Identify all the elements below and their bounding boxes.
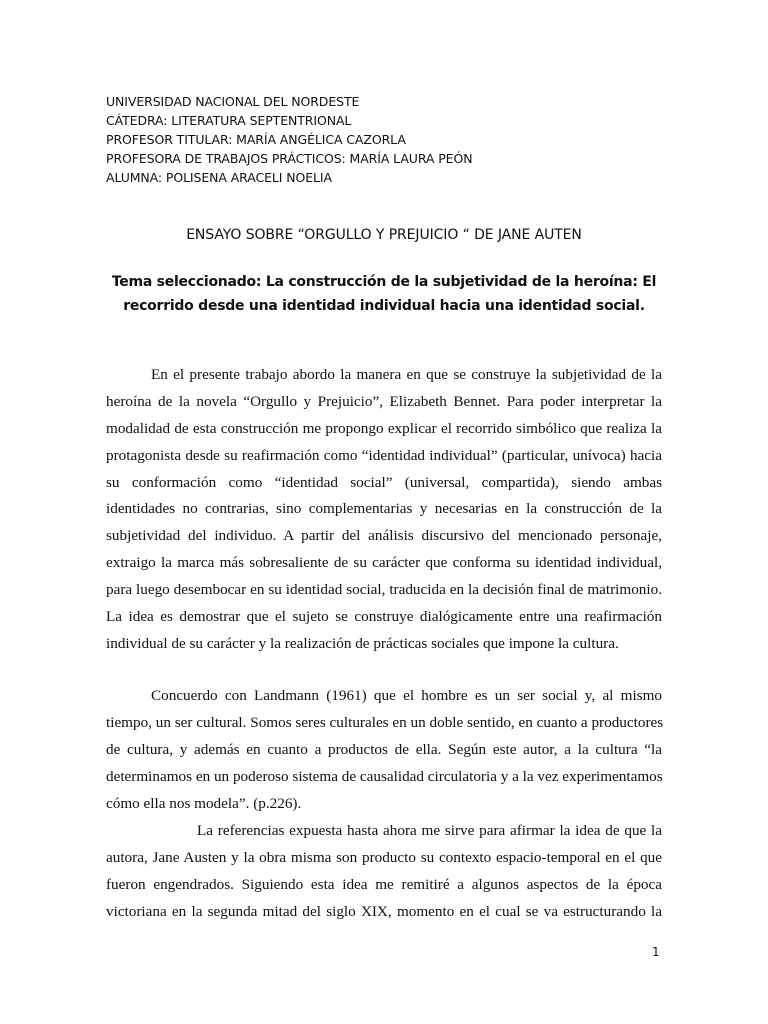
paragraph-line: modalidad de esta construcción me propongo explicar el recorrido simbólico que realiza la xyxy=(106,420,662,437)
paragraph-line: Concuerdo con Landmann (1961) que el hombre es un ser social y, al mismo xyxy=(151,687,662,704)
paragraph-line: autora, Jane Austen y la obra misma son producto su contexto espacio-temporal en el que xyxy=(106,849,662,866)
paragraph-line: fueron engendrados. Siguiendo esta idea me remitiré a algunos aspectos de la época xyxy=(106,876,662,893)
header-university: UNIVERSIDAD NACIONAL DEL NORDESTE xyxy=(106,94,360,109)
paragraph-line: identidades no contrarias, sino complementarias y necesarias en la construcción de la xyxy=(106,500,662,517)
topic-line: Tema seleccionado: La construcción de la subjetividad de la heroína: El xyxy=(111,274,657,290)
paragraph-line: tiempo, un ser cultural. Somos seres culturales en un doble sentido, en cuanto a productores xyxy=(106,714,664,731)
paragraph-line: heroína de la novela “Orgullo y Prejuicio”, Elizabeth Bennet. Para poder interpretar la xyxy=(106,393,662,410)
header-chair: CÁTEDRA: LITERATURA SEPTENTRIONAL xyxy=(106,113,352,128)
essay-topic xyxy=(106,270,662,318)
topic-line: recorrido desde una identidad individual hacia una identidad social. xyxy=(123,298,645,314)
paragraph-line: determinamos en un poderoso sistema de causalidad circulatoria y a la vez experimentamos xyxy=(106,768,663,785)
paragraph-line: su conformación como “identidad social” (universal, compartida), siendo ambas xyxy=(106,474,662,491)
document-header xyxy=(106,92,472,187)
page-number: 1 xyxy=(652,945,660,959)
header-student: ALUMNA: POLISENA ARACELI NOELIA xyxy=(106,170,332,185)
paragraph-line: protagonista desde su reafirmación como “identidad individual” (particular, unívoca) hacia xyxy=(106,447,662,464)
paragraph-line: La referencias expuesta hasta ahora me sirve para afirmar la idea de que la xyxy=(197,822,662,839)
paragraph-line: La idea es demostrar que el sujeto se construye dialógicamente entre una reafirmación xyxy=(106,608,662,625)
essay-title: ENSAYO SOBRE “ORGULLO Y PREJUICIO “ DE JANE AUTEN xyxy=(186,227,582,243)
header-practice-professor: PROFESORA DE TRABAJOS PRÁCTICOS: MARÍA LAURA PEÓN xyxy=(106,151,473,166)
paragraph-line: extraigo la marca más sobresaliente de su carácter que conforma su identidad individual, xyxy=(106,554,662,571)
paragraph-line: subjetividad del individuo. A partir del análisis discursivo del mencionado personaje, xyxy=(106,527,662,544)
paragraph-line: victoriana en la segunda mitad del siglo XIX, momento en el cual se va estructurando la xyxy=(106,903,662,920)
header-professor: PROFESOR TITULAR: MARÍA ANGÉLICA CAZORLA xyxy=(106,132,406,147)
paragraph-line: de cultura, y además en cuanto a productos de ella. Según este autor, a la cultura “la xyxy=(106,741,662,758)
paragraph-line: individual de su carácter y la realización de prácticas sociales que impone la cultura. xyxy=(106,635,619,652)
paragraph-line: En el presente trabajo abordo la manera en que se construye la subjetividad de la xyxy=(151,366,662,383)
paragraph-line: para luego desembocar en su identidad social, traducida en la decisión final de matrimonio. xyxy=(106,581,662,598)
paragraph-line: cómo ella nos modela”. (p.226). xyxy=(106,795,302,812)
